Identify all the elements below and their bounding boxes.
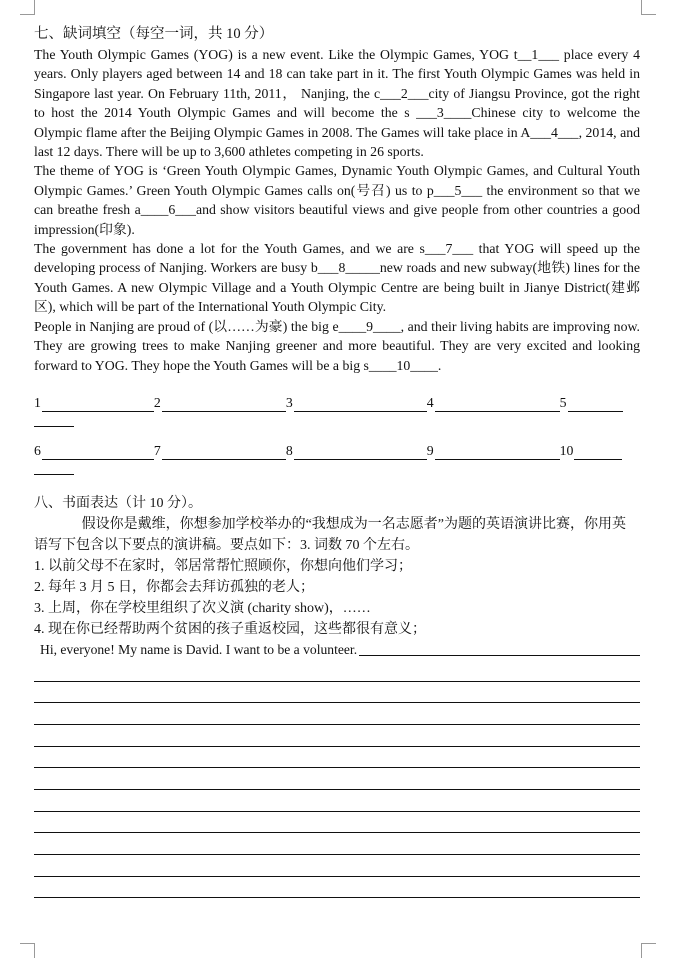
writing-point-4: 4. 现在你已经帮助两个贫困的孩子重返校园，这些都很有意义；: [34, 621, 426, 637]
writing-lines: [34, 660, 640, 899]
writing-prompt: 假设你是戴维，你想参加学校举办的“我想成为一名志愿者”为题的英语演讲比赛，你用英语写下包含以下要点的演讲稿。要点如下：3. 词数 70 个左右。: [34, 516, 627, 553]
answer-row-1: [34, 393, 640, 412]
answer-blank[interactable]: [42, 445, 154, 460]
answer-label: 2: [153, 394, 161, 410]
crop-mark-bottom-right: [641, 943, 656, 958]
passage-paragraph-4: People in Nanjing are proud of (以……为豪) the big e____9____, and their living habits are improving now. They are growing trees to make Nanjing greener and more beautiful. They are very excited and looking forward to YOG. They hope the Youth Games will be a big s____10____.: [34, 318, 640, 373]
passage-paragraph-3: The government has done a lot for the Youth Games, and we are s___7___ that YOG will speed up the developing process of Nanjing. Workers are busy b___8_____new roads and new subway(地铁) lines for the Youth Games. A new Olympic Village and a Youth Olympic Centre are being built in Jianye District(建邺区), which will be part of the International Youth Olympic City.: [34, 241, 640, 315]
writing-point-2: 2. 每年 3 月 5 日，你都会去拜访孤独的老人；: [34, 579, 314, 595]
answer-blank[interactable]: [42, 397, 154, 412]
answer-label: 6: [34, 442, 41, 458]
writing-opening-text: Hi, everyone! My name is David. I want to be a volunteer.: [40, 641, 358, 657]
answer-blank[interactable]: [435, 397, 560, 412]
writing-line[interactable]: [34, 725, 640, 747]
answer-label: 1: [34, 394, 41, 410]
answer-blank[interactable]: [294, 445, 427, 460]
writing-line[interactable]: [34, 703, 640, 725]
crop-mark-top-left: [20, 0, 35, 15]
answer-label: 7: [153, 442, 161, 458]
answer-blank[interactable]: [162, 445, 286, 460]
answer-blank[interactable]: [435, 445, 560, 460]
answer-label: 4: [426, 394, 434, 410]
passage-paragraph-1: The Youth Olympic Games (YOG) is a new event. Like the Olympic Games, YOG t__1___ place every 4 years. Only players aged between 14 and 18 can take part in it. The first Youth Olympic Games was held in Singapore last year. On February 11th, 2011， Nanjing, the c___2___city of Jiangsu Province, got the right to host the 2014 Youth Olympic Games and will become the s ___3____Chinese city to welcome the Olympic flame after the Beijing Olympic Games in 2008. The Games will take place in A___4___, 2014, and last 12 days. There will be up to 3,600 athletes competing in 26 sports.: [34, 47, 640, 160]
section-8-title: 八、书面表达（计 10 分）。: [34, 495, 202, 511]
writing-line[interactable]: [34, 682, 640, 704]
answer-row-2: [34, 441, 640, 460]
answer-label: 3: [285, 394, 293, 410]
crop-mark-bottom-left: [20, 943, 35, 958]
writing-line[interactable]: [34, 790, 640, 812]
answer-label: 8: [285, 442, 293, 458]
writing-point-1: 1. 以前父母不在家时，邻居常帮忙照顾你，你想向他们学习；: [34, 558, 412, 574]
writing-line[interactable]: [34, 833, 640, 855]
answer-blank[interactable]: [162, 397, 286, 412]
answer-blank[interactable]: [568, 397, 623, 412]
answer-blank[interactable]: [294, 397, 427, 412]
writing-opening-line: [34, 640, 640, 660]
document-body: [34, 24, 640, 898]
writing-line[interactable]: [34, 877, 640, 899]
writing-line[interactable]: [34, 660, 640, 682]
writing-line[interactable]: [34, 855, 640, 877]
crop-mark-top-right: [641, 0, 656, 15]
passage-paragraph-2: The theme of YOG is ‘Green Youth Olympic Games, Dynamic Youth Olympic Games, and Cultural Youth Olympic Games.’ Green Youth Olympic Games calls on(号召) us to p___5___ the environment so that we can breathe fresh a____6___and show visitors beautiful views and give people from other countries a good impression(印象).: [34, 163, 640, 237]
answer-label: 9: [426, 442, 434, 458]
writing-line[interactable]: [34, 768, 640, 790]
answer-blank-continuation[interactable]: [34, 412, 74, 427]
writing-line[interactable]: [34, 812, 640, 834]
answer-label: 10: [559, 442, 574, 458]
writing-line[interactable]: [359, 640, 640, 656]
section-7-title: 七、缺词填空（每空一词，共 10 分）: [34, 26, 274, 42]
answer-label: 5: [559, 394, 567, 410]
writing-line[interactable]: [34, 747, 640, 769]
answer-blank[interactable]: [574, 445, 622, 460]
writing-point-3: 3. 上周，你在学校里组织了次义演 (charity show)，……: [34, 600, 371, 616]
answer-blank-continuation[interactable]: [34, 460, 74, 475]
